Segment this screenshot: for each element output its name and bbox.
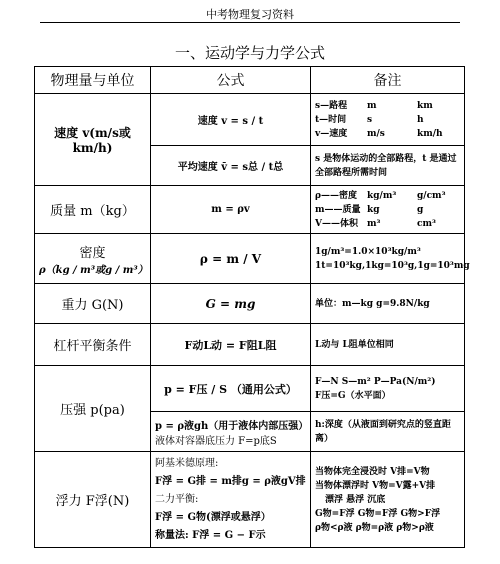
density-name xyxy=(35,234,151,284)
density-formula: ρ = m / V xyxy=(151,234,311,284)
note-cell: km/h xyxy=(417,128,443,139)
buoyancy-name: 浮力 F浮(N) xyxy=(35,452,151,548)
buoyancy-formula-line: F浮 = G物(漂浮或悬浮） xyxy=(155,511,271,523)
pressure-note-line2: F压=G（水平面） xyxy=(315,390,391,401)
col-header-formula: 公式 xyxy=(151,67,311,94)
buoyancy-formula-line: F浮 = G排 = m排g = ρ液gV排 xyxy=(155,475,306,487)
note-cell: cm³ xyxy=(417,218,436,229)
liquid-pressure-line2: 液体对容器底压力 F=p底S xyxy=(155,435,277,447)
pressure-formula: p = F压 / S （通用公式） xyxy=(151,366,311,412)
table-row xyxy=(35,186,465,234)
col-header-notes: 备注 xyxy=(311,67,465,94)
mass-name: 质量 m（kg） xyxy=(35,186,151,234)
note-cell: s—路程 xyxy=(315,100,348,111)
table-row xyxy=(35,284,465,324)
liquid-pressure-formula xyxy=(151,412,311,452)
note-cell: t—时间 xyxy=(315,114,347,125)
mass-formula: m = ρv xyxy=(151,186,311,234)
buoyancy-formula-line: 称量法: F浮 = G − F示 xyxy=(155,529,266,541)
table-row xyxy=(35,324,465,366)
pressure-note xyxy=(311,366,465,412)
table-header-row xyxy=(35,67,465,94)
buoyancy-formula xyxy=(151,452,311,548)
table-row xyxy=(35,94,465,146)
pressure-name: 压强 p(pa) xyxy=(35,366,151,452)
col-header-quantity: 物理量与单位 xyxy=(35,67,151,94)
density-note-line1: 1g/m³=1.0×10³kg/m³ xyxy=(315,246,421,257)
density-note-line2: 1t=10³kg,1kg=10³g,1g=10³mg xyxy=(315,260,470,271)
table-row xyxy=(35,452,465,548)
buoyancy-note xyxy=(311,452,465,548)
gravity-note: 单位：m—kg g=9.8N/kg xyxy=(311,284,465,324)
lever-note: L动与 L阻单位相同 xyxy=(311,324,465,366)
buoyancy-formula-line: 阿基米德原理: xyxy=(155,457,219,469)
liquid-pressure-line1: p = ρ液gh（用于液体内部压强） xyxy=(155,420,309,432)
buoyancy-note-line: ρ物<ρ液 ρ物=ρ液 ρ物>ρ液 xyxy=(315,522,434,533)
avg-speed-formula: 平均速度 v̄ = s总 / t总 xyxy=(151,146,311,186)
liquid-pressure-note: h:深度（从液面到研究点的竖直距离） xyxy=(311,412,465,452)
avg-speed-note: s 是物体运动的全部路程，t 是通过全部路程所需时间 xyxy=(311,146,465,186)
page-header: 中考物理复习资料 xyxy=(206,8,294,21)
note-cell: km xyxy=(417,100,433,111)
note-cell: s xyxy=(367,114,373,125)
note-cell: kg xyxy=(367,204,380,215)
buoyancy-note-line: G物=F浮 G物=F浮 G物>F浮 xyxy=(315,508,441,519)
note-cell: g/cm³ xyxy=(417,190,446,201)
buoyancy-note-line: 当物体漂浮时 V物=V露+V排 xyxy=(315,480,436,491)
pressure-note-line1: F—N S—m² P—Pa(N/m²) xyxy=(315,376,436,387)
note-cell: ρ——密度 xyxy=(315,190,357,201)
note-cell: m——质量 xyxy=(315,204,361,215)
density-note xyxy=(311,234,470,284)
note-cell: V——体积 xyxy=(315,218,358,229)
mass-note xyxy=(311,186,465,234)
speed-formula: 速度 v = s / t xyxy=(151,94,311,146)
note-cell: m³ xyxy=(367,218,381,229)
note-cell: h xyxy=(417,114,424,125)
density-name-line2: ρ（kg / m³或g / m³） xyxy=(39,264,148,276)
density-name-line1: 密度 xyxy=(79,245,106,261)
note-cell: g xyxy=(417,204,424,215)
formula-table xyxy=(34,66,470,548)
speed-name xyxy=(35,94,151,186)
table-row xyxy=(35,234,465,284)
gravity-name: 重力 G(N) xyxy=(35,284,151,324)
note-cell: v—速度 xyxy=(315,128,348,139)
note-cell: kg/m³ xyxy=(367,190,397,201)
lever-name: 杠杆平衡条件 xyxy=(35,324,151,366)
note-cell: m xyxy=(367,100,377,111)
note-cell: m/s xyxy=(367,128,385,139)
buoyancy-formula-line: 二力平衡: xyxy=(155,493,199,505)
header-divider xyxy=(40,22,460,23)
speed-name-text: 速度 v(m/s或km/h) xyxy=(54,125,131,155)
gravity-formula: G = mg xyxy=(151,284,311,324)
buoyancy-note-line: 漂浮 悬浮 沉底 xyxy=(325,494,386,505)
buoyancy-note-line: 当物体完全浸没时 V排=V物 xyxy=(315,466,430,477)
lever-formula: F动L动 = F阻L阻 xyxy=(151,324,311,366)
speed-note xyxy=(311,94,465,146)
section-title: 一、运动学与力学公式 xyxy=(174,44,325,62)
table-row xyxy=(35,366,465,412)
